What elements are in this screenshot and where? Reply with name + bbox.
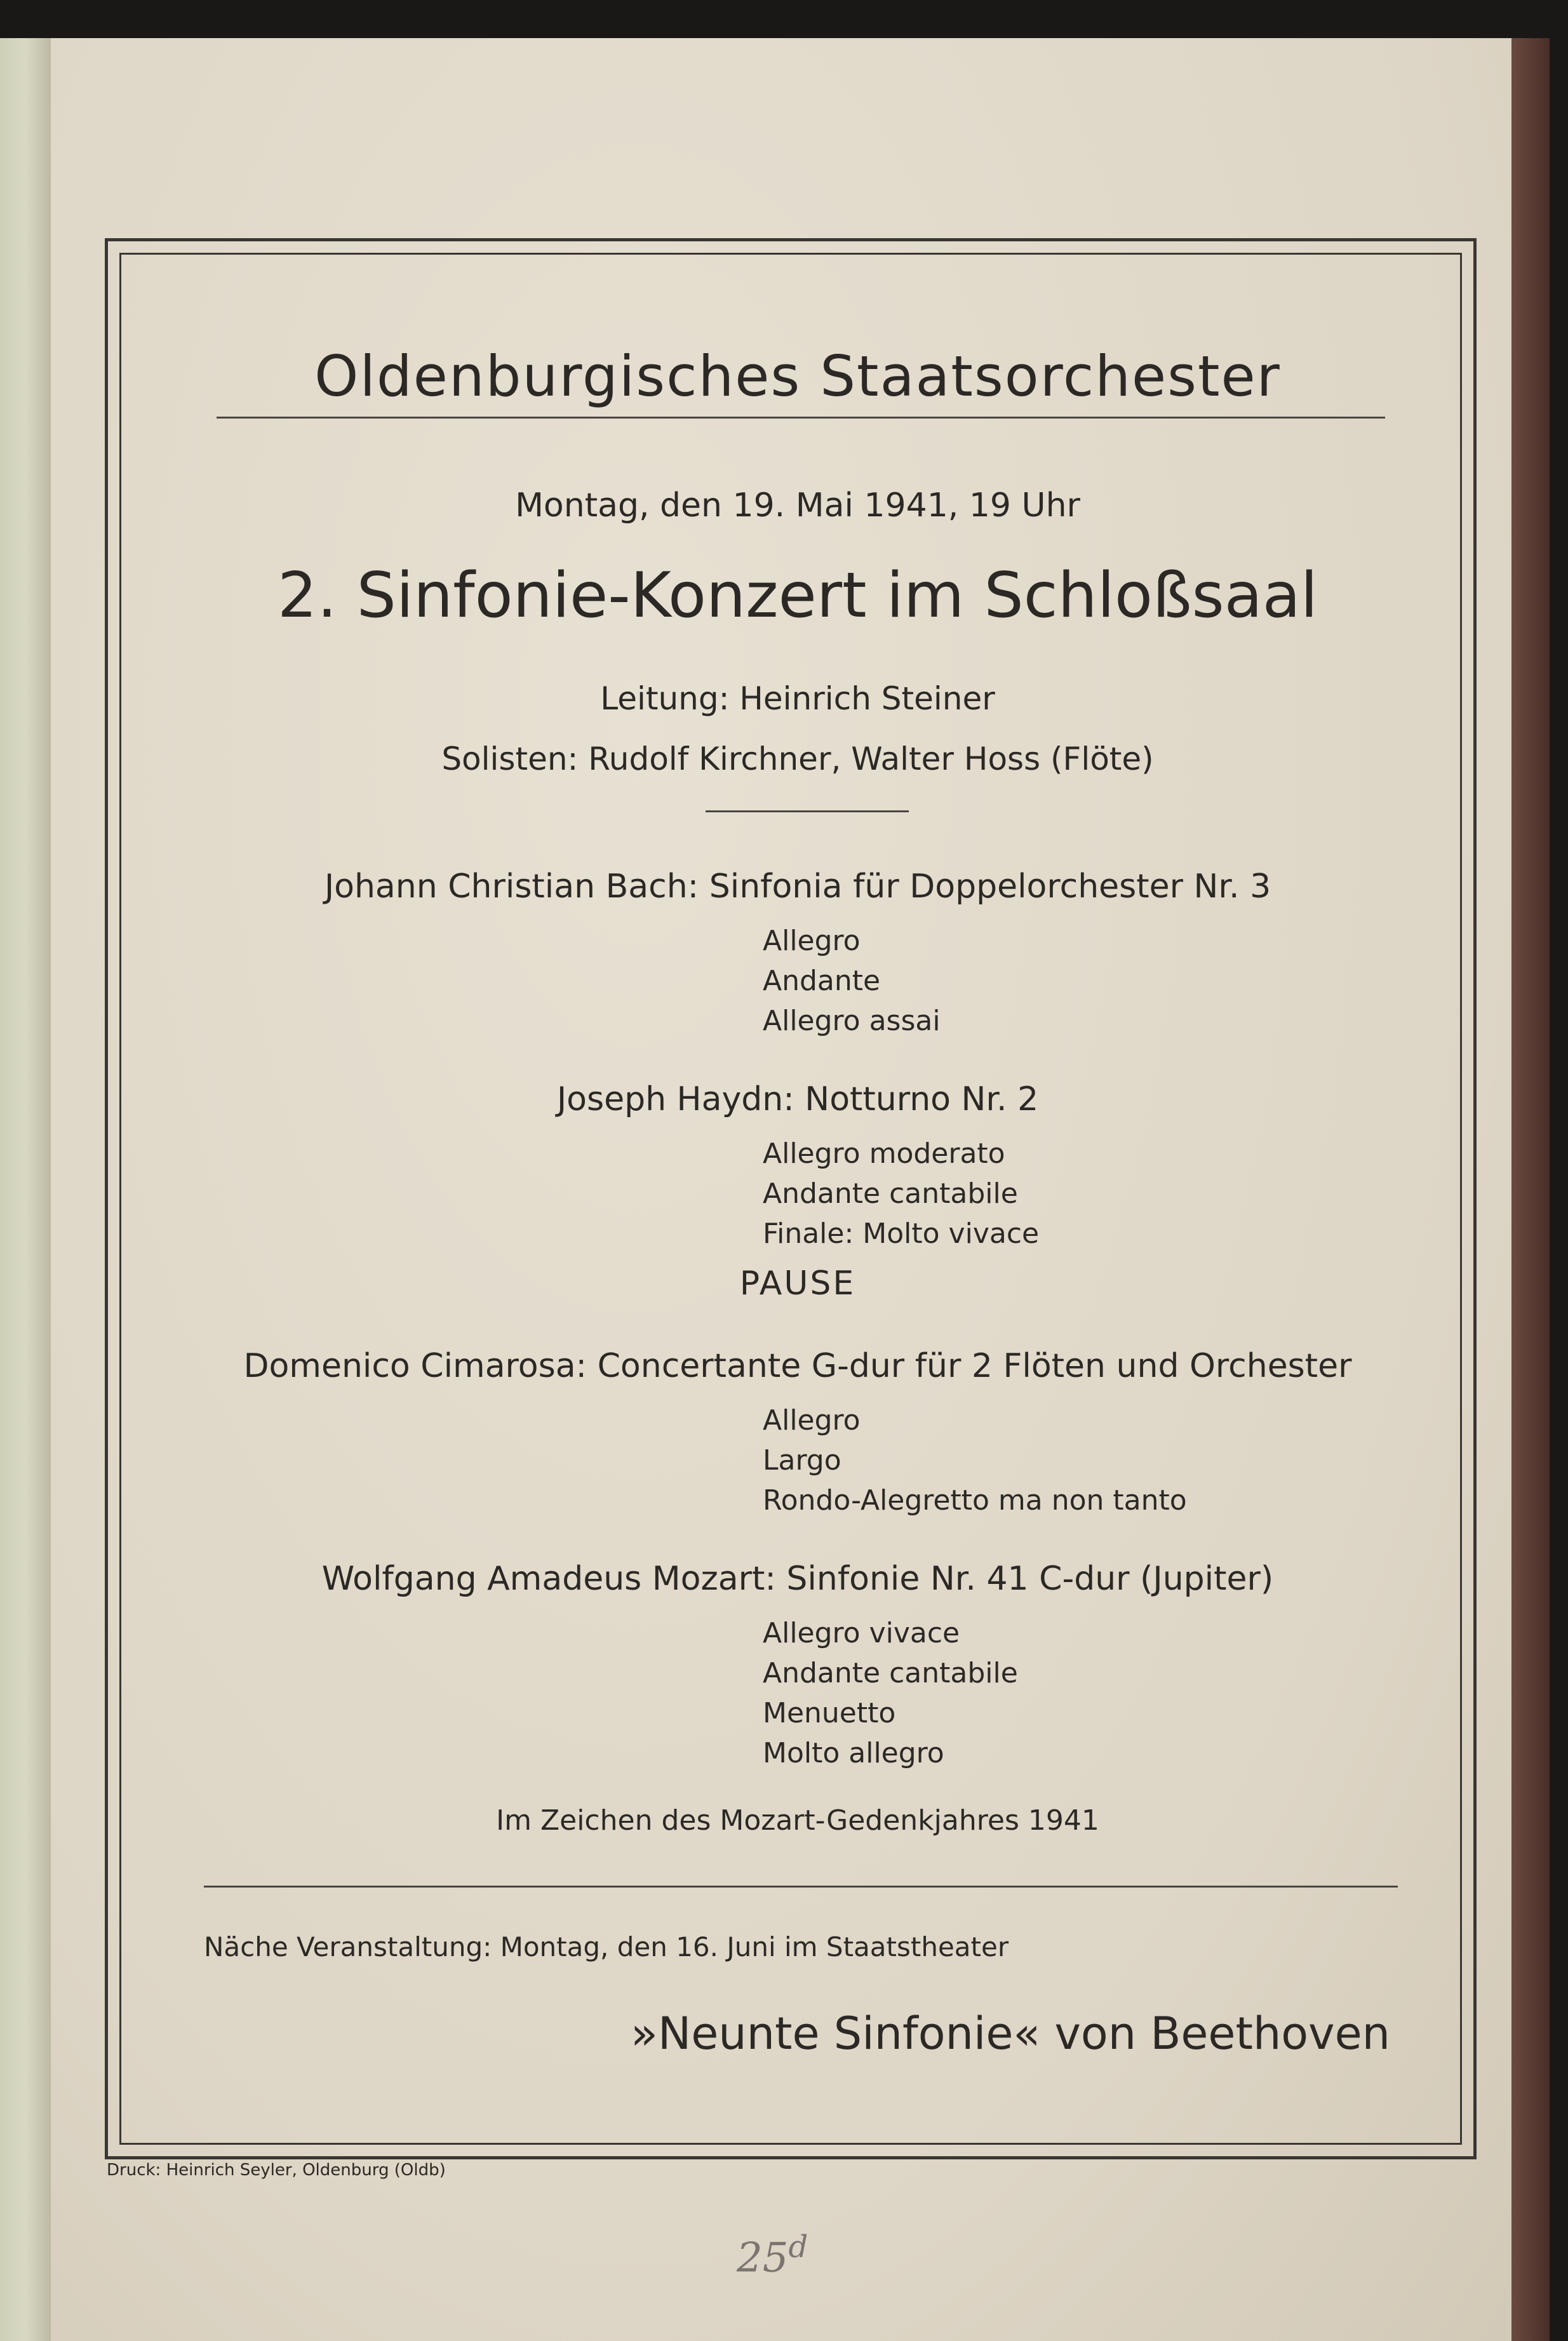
work-title: Johann Christian Bach: Sinfonia für Doppelorchester Nr. 3 (324, 868, 1271, 906)
work-title: Joseph Haydn: Notturno Nr. 2 (556, 1080, 1039, 1118)
movement: Allegro vivace (763, 1617, 960, 1649)
conductor-line: Leitung: Heinrich Steiner (600, 680, 995, 717)
concert-title: 2. Sinfonie-Konzert im Schloßsaal (277, 560, 1318, 632)
movement: Allegro moderato (763, 1137, 1005, 1170)
concert-date: Montag, den 19. Mai 1941, 19 Uhr (515, 486, 1080, 525)
movement: Largo (763, 1444, 841, 1477)
orchestra-title: Oldenburgisches Staatsorchester (314, 344, 1281, 409)
paper-sheet (51, 38, 1511, 2341)
movement: Andante cantabile (763, 1657, 1018, 1689)
next-event-title: »Neunte Sinfonie« von Beethoven (631, 2008, 1390, 2060)
pencil-number: 25 (737, 2234, 789, 2282)
work-title: Domenico Cimarosa: Concertante G-dur für 2 Flöten und Orchester (243, 1347, 1352, 1385)
movement: Andante cantabile (763, 1177, 1018, 1210)
soloists-line: Solisten: Rudolf Kirchner, Walter Hoss (Flöte) (441, 741, 1154, 777)
movement: Finale: Molto vivace (763, 1217, 1040, 1250)
movement: Andante (763, 965, 881, 997)
separator-rule (706, 810, 909, 812)
next-event: Näche Veranstaltung: Montag, den 16. Juni im Staatstheater (204, 1931, 1009, 1962)
program-frame (105, 238, 1477, 2159)
pencil-annotation (737, 2229, 808, 2281)
binding-edge (1511, 38, 1550, 2341)
pencil-superscript: d (788, 2229, 808, 2265)
work-title: Wolfgang Amadeus Mozart: Sinfonie Nr. 41 C-dur (Jupiter) (321, 1560, 1274, 1598)
movement: Allegro (763, 925, 861, 957)
intermission-label: PAUSE (739, 1264, 856, 1303)
printer-imprint: Druck: Heinrich Seyler, Oldenburg (Oldb) (107, 2161, 446, 2180)
movement: Allegro assai (763, 1005, 941, 1037)
left-page-edge (0, 38, 51, 2341)
movement: Molto allegro (763, 1737, 944, 1769)
movement: Rondo-Alegretto ma non tanto (763, 1484, 1187, 1517)
movement: Allegro (763, 1404, 861, 1437)
memorial-note: Im Zeichen des Mozart-Gedenkjahres 1941 (496, 1804, 1099, 1837)
title-rule (217, 417, 1385, 419)
program-frame-inner (119, 253, 1462, 2145)
movement: Menuetto (763, 1697, 896, 1729)
footer-rule (204, 1886, 1398, 1888)
